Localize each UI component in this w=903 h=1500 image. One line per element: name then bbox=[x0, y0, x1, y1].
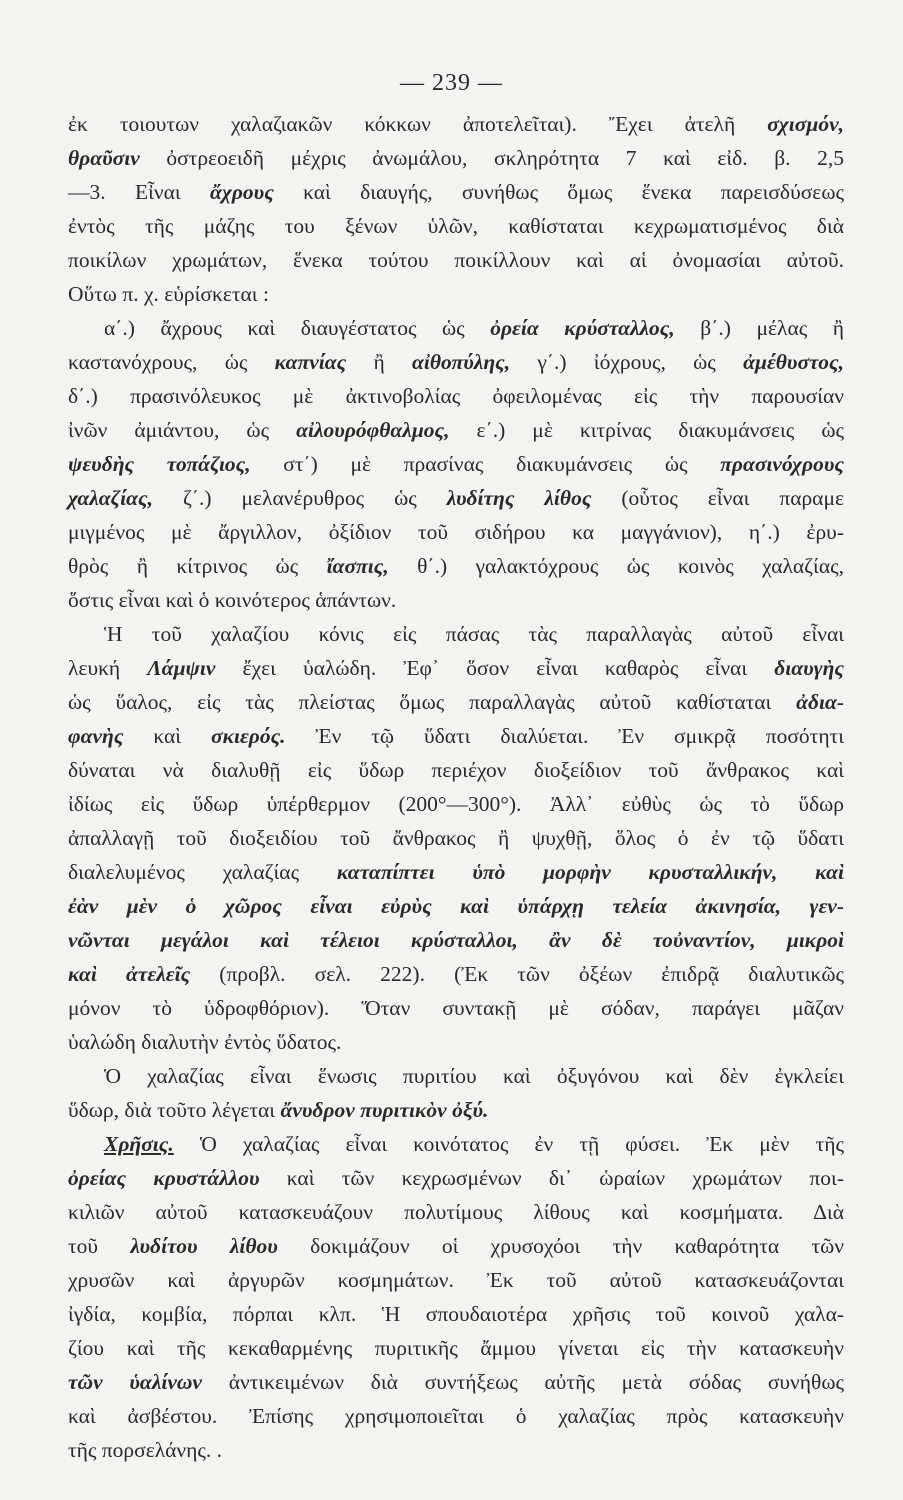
text-segment: Οὕτω π. χ. εὑρίσκεται : bbox=[68, 282, 269, 306]
text-line bbox=[68, 345, 844, 379]
text-segment: ἰγδία, κομβία, πόρπαι κλπ. Ἡ σπουδαιοτέρα χρῆσις τοῦ κοινοῦ χαλα- bbox=[68, 1302, 844, 1326]
emphasized-text: Χρῆσις. bbox=[104, 1132, 174, 1156]
text-line bbox=[68, 719, 844, 753]
text-line bbox=[68, 447, 844, 481]
text-line bbox=[68, 1161, 844, 1195]
emphasized-text: καπνίας bbox=[274, 350, 347, 374]
text-segment: —3. Εἶναι bbox=[68, 180, 210, 204]
text-segment: ὡς ὕαλος, εἰς τὰς πλείστας ὅμως παραλλαγὰς αὐτοῦ καθίσταται bbox=[68, 690, 797, 714]
text-line bbox=[68, 1365, 844, 1399]
text-line bbox=[68, 243, 844, 277]
page-number: — 239 — bbox=[400, 70, 503, 96]
paragraph-p1 bbox=[68, 107, 844, 311]
text-line bbox=[68, 583, 844, 617]
text-segment: δοκιμάζουν οἱ χρυσοχόοι τὴν καθαρότητα τῶν bbox=[277, 1234, 844, 1258]
text-segment: ὀστρεοειδῆ μέχρις ἀνωμάλου, σκληρότητα 7 καὶ εἰδ. β. 2,5 bbox=[139, 146, 844, 170]
text-segment: τῆς πορσελάνης. . bbox=[68, 1438, 223, 1462]
text-segment: ἐκ τοιουτων χαλαζιακῶν κόκκων ἀποτελεῖται). Ἔχει ἀτελῆ bbox=[68, 112, 768, 136]
emphasized-text: ἐὰν μὲν ὁ χῶρος εἶναι εὐρὺς καὶ ὑπάρχῃ τελεία ἀκινησία, γεν- bbox=[68, 894, 844, 918]
paragraph-p3 bbox=[68, 617, 844, 1059]
emphasized-text: νῶνται μεγάλοι καὶ τέλειοι κρύσταλλοι, ἂν δὲ τοὐναντίον, μικροὶ bbox=[68, 928, 844, 952]
text-line bbox=[68, 753, 844, 787]
emphasized-text: Λάμψιν bbox=[147, 656, 216, 680]
text-segment: α΄.) ἄχρους καὶ διαυγέστατος ὡς bbox=[104, 316, 491, 340]
text-line bbox=[68, 277, 844, 311]
text-line bbox=[68, 209, 844, 243]
emphasized-text: ὀρεία κρύσταλλος, bbox=[490, 316, 675, 340]
text-segment: καστανόχρους, ὡς bbox=[68, 350, 275, 374]
text-segment: ζ΄.) μελανέρυθρος ὡς bbox=[152, 486, 447, 510]
text-segment: ὕδωρ, διὰ τοῦτο λέγεται bbox=[68, 1098, 281, 1122]
text-line bbox=[68, 1195, 844, 1229]
emphasized-text: ἄχρους bbox=[209, 180, 274, 204]
text-segment: (προβλ. σελ. 222). (Ἐκ τῶν ὀξέων ἐπιδρᾷ διαλυτικῶς bbox=[190, 962, 844, 986]
emphasized-text: ὀρείας κρυστάλλου bbox=[68, 1166, 260, 1190]
text-segment: καὶ ἀσβέστου. Ἐπίσης χρησιμοποιεῖται ὁ χαλαζίας πρὸς κατασκευὴν bbox=[68, 1404, 844, 1428]
text-segment: Ὁ χαλαζίας εἶναι ἕνωσις πυριτίου καὶ ὀξυγόνου καὶ δὲν ἐγκλείει bbox=[104, 1064, 844, 1088]
text-line bbox=[68, 1093, 844, 1127]
emphasized-text: ἀμέθυστος, bbox=[743, 350, 844, 374]
emphasized-text: σχισμόν, bbox=[767, 112, 844, 136]
text-line bbox=[68, 413, 844, 447]
text-segment: χρυσῶν καὶ ἀργυρῶν κοσμημάτων. Ἐκ τοῦ αὐτοῦ κατασκευάζονται bbox=[68, 1268, 844, 1292]
text-segment: (οὗτος εἶναι παραμε bbox=[591, 486, 845, 510]
text-segment: Ἡ τοῦ χαλαζίου κόνις εἰς πάσας τὰς παραλλαγὰς αὐτοῦ εἶναι bbox=[104, 622, 844, 646]
page-body-text bbox=[68, 107, 844, 1467]
text-line bbox=[68, 1433, 844, 1467]
text-line bbox=[68, 855, 844, 889]
text-segment: θρὸς ἢ κίτρινος ὡς bbox=[68, 554, 327, 578]
emphasized-text: καὶ ἀτελεῖς bbox=[68, 962, 191, 986]
emphasized-text: αἰθοπύλης, bbox=[412, 350, 511, 374]
text-line bbox=[68, 1127, 844, 1161]
emphasized-text: τῶν ὑαλίνων bbox=[68, 1370, 202, 1394]
text-line bbox=[68, 821, 844, 855]
paragraph-p2 bbox=[68, 311, 844, 617]
text-line bbox=[68, 1025, 844, 1059]
text-line bbox=[68, 1059, 844, 1093]
text-line bbox=[68, 379, 844, 413]
emphasized-text: αἰλουρόφθαλμος, bbox=[296, 418, 450, 442]
text-segment: ἰδίως εἰς ὕδωρ ὑπέρθερμον (200°—300°). Ἀλλ᾽ εὐθὺς ὡς τὸ ὕδωρ bbox=[68, 792, 844, 816]
text-line bbox=[68, 311, 844, 345]
emphasized-text: διαυγὴς bbox=[774, 656, 844, 680]
text-line bbox=[68, 617, 844, 651]
text-line bbox=[68, 175, 844, 209]
emphasized-text: πρασινόχρους bbox=[720, 452, 844, 476]
text-line bbox=[68, 549, 844, 583]
text-segment: ε΄.) μὲ κιτρίνας διακυμάνσεις ὡς bbox=[449, 418, 844, 442]
text-line bbox=[68, 1331, 844, 1365]
emphasized-text: θραῦσιν bbox=[68, 146, 140, 170]
text-line bbox=[68, 1297, 844, 1331]
text-segment: ὑαλώδη διαλυτὴν ἐντὸς ὕδατος. bbox=[68, 1030, 342, 1054]
text-segment: μόνον τὸ ὑδροφθόριον). Ὅταν συντακῇ μὲ σόδαν, παράγει μᾶζαν bbox=[68, 996, 844, 1020]
emphasized-text: χαλαζίας, bbox=[68, 486, 153, 510]
emphasized-text: λυδίτου λίθου bbox=[130, 1234, 278, 1258]
text-segment: ἢ bbox=[346, 350, 413, 374]
emphasized-text: σκιερός. bbox=[211, 724, 286, 748]
text-line bbox=[68, 889, 844, 923]
emphasized-text: λυδίτης λίθος bbox=[446, 486, 592, 510]
text-segment: τοῦ bbox=[68, 1234, 131, 1258]
text-line bbox=[68, 923, 844, 957]
text-segment: Ἐν τῷ ὕδατι διαλύεται. Ἐν σμικρᾷ ποσότητι bbox=[285, 724, 844, 748]
text-segment: μιγμένος μὲ ἄργιλλον, ὀξίδιον τοῦ σιδήρου κα μαγγάνιον), η΄.) ἐρυ- bbox=[68, 520, 844, 544]
text-segment: ὅστις εἶναι καὶ ὁ κοινότερος ἁπάντων. bbox=[68, 588, 397, 612]
text-segment: θ΄.) γαλακτόχρους ὡς κοινὸς χαλαζίας, bbox=[388, 554, 844, 578]
text-segment: ἐντὸς τῆς μάζης του ξένων ὑλῶν, καθίσταται κεχρωματισμένος διὰ bbox=[68, 214, 844, 238]
text-segment: δύναται νὰ διαλυθῇ εἰς ὕδωρ περιέχον διοξείδιον τοῦ ἄνθρακος καὶ bbox=[68, 758, 844, 782]
text-segment: Ὁ χαλαζίας εἶναι κοινότατος ἐν τῇ φύσει. Ἐκ μὲν τῆς bbox=[173, 1132, 844, 1156]
text-segment: ζίου καὶ τῆς κεκαθαρμένης πυριτικῆς ἄμμου γίνεται εἰς τὴν κατασκευὴν bbox=[68, 1336, 844, 1360]
paragraph-p4 bbox=[68, 1059, 844, 1127]
text-segment: β΄.) μέλας ἢ bbox=[674, 316, 845, 340]
text-line bbox=[68, 685, 844, 719]
text-line bbox=[68, 991, 844, 1025]
emphasized-text: ἴασπις, bbox=[326, 554, 389, 578]
text-segment: ἀπαλλαγῇ τοῦ διοξειδίου τοῦ ἄνθρακος ἢ ψυχθῇ, ὅλος ὁ ἐν τῷ ὕδατι bbox=[68, 826, 844, 850]
emphasized-text: ἀδια- bbox=[796, 690, 844, 714]
text-segment: καὶ τῶν κεχρωσμένων δι᾽ ὡραίων χρωμάτων ποι- bbox=[259, 1166, 844, 1190]
text-line bbox=[68, 107, 844, 141]
text-line bbox=[68, 1229, 844, 1263]
text-segment: καὶ bbox=[123, 724, 211, 748]
text-line bbox=[68, 1263, 844, 1297]
text-line bbox=[68, 651, 844, 685]
text-segment: στ΄) μὲ πρασίνας διακυμάνσεις ὡς bbox=[250, 452, 721, 476]
paragraph-p5 bbox=[68, 1127, 844, 1467]
text-segment: ποικίλων χρωμάτων, ἕνεκα τούτου ποικίλλουν καὶ αἱ ὀνομασίαι αὐτοῦ. bbox=[68, 248, 844, 272]
text-segment: διαλελυμένος χαλαζίας bbox=[68, 860, 337, 884]
text-segment: ἀντικειμένων διὰ συντήξεως αὐτῆς μετὰ σόδας συνήθως bbox=[201, 1370, 844, 1394]
text-segment: ἰνῶν ἀμιάντου, ὡς bbox=[68, 418, 297, 442]
text-line bbox=[68, 787, 844, 821]
emphasized-text: ἄνυδρον πυριτικὸν ὀξύ. bbox=[280, 1098, 489, 1122]
text-line bbox=[68, 1399, 844, 1433]
text-segment: γ΄.) ἰόχρους, ὡς bbox=[510, 350, 744, 374]
text-segment: ἔχει ὑαλώδη. Ἐφ᾽ ὅσον εἶναι καθαρὸς εἶναι bbox=[215, 656, 775, 680]
text-line bbox=[68, 515, 844, 549]
emphasized-text: καταπίπτει ὑπὸ μορφὴν κρυσταλλικήν, καὶ bbox=[336, 860, 844, 884]
text-line bbox=[68, 957, 844, 991]
emphasized-text: ψευδὴς τοπάζιος, bbox=[68, 452, 251, 476]
text-segment: καὶ διαυγής, συνήθως ὅμως ἕνεκα παρεισδύσεως bbox=[273, 180, 844, 204]
emphasized-text: φανὴς bbox=[68, 724, 124, 748]
text-segment: λευκή bbox=[68, 656, 148, 680]
text-segment: δ΄.) πρασινόλευκος μὲ ἀκτινοβολίας ὀφειλομένας εἰς τὴν παρουσίαν bbox=[68, 384, 844, 408]
text-line bbox=[68, 481, 844, 515]
text-segment: κιλιῶν αὐτοῦ κατασκευάζουν πολυτίμους λίθους καὶ κοσμήματα. Διὰ bbox=[68, 1200, 844, 1224]
text-line bbox=[68, 141, 844, 175]
